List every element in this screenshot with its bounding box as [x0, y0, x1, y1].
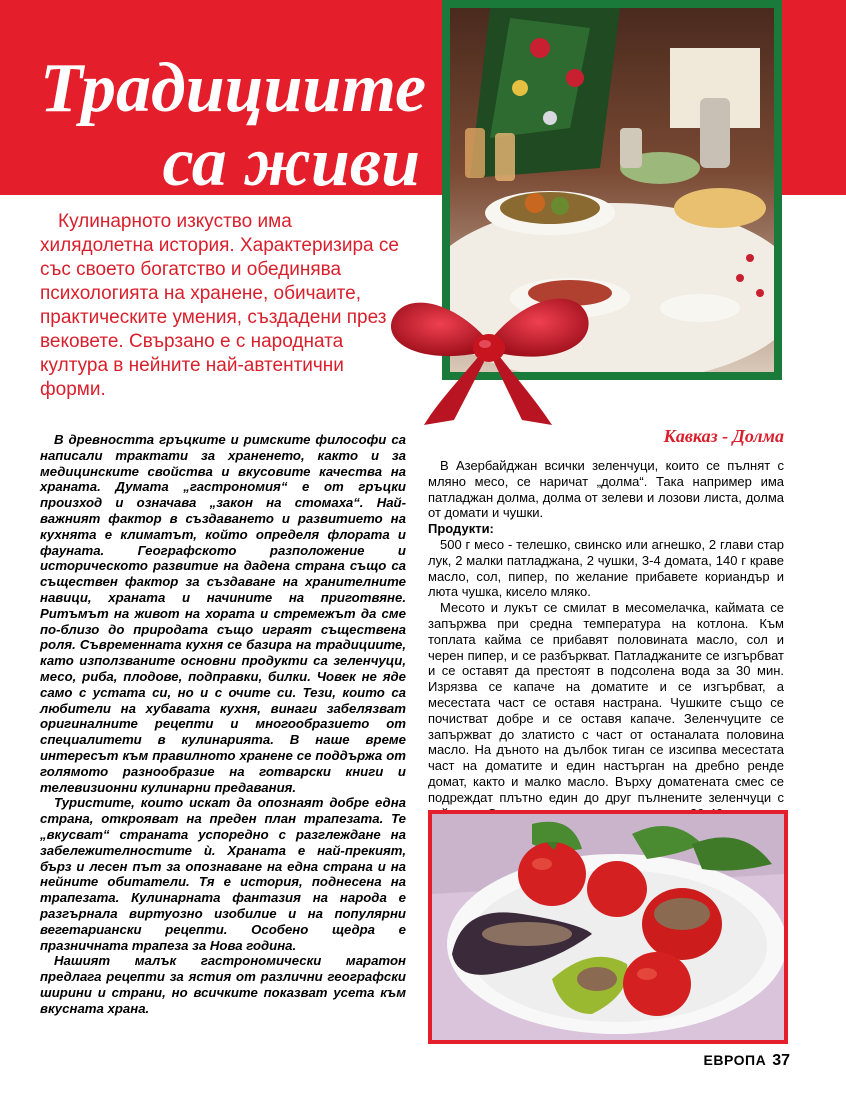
page-title: [40, 50, 427, 201]
recipe-column: [428, 458, 784, 837]
magazine-name: ЕВРОПА: [703, 1052, 767, 1068]
recipe-products-label: Продукти:: [428, 521, 494, 537]
recipe-products: 500 г месо - телешко, свинско или агнешко, 2 глави стар лук, 2 малки патладжана, 2 чушки, 3-4 домата, 140 г краве масло, сол, пипер, по желание прибавете кориандър и люта чушка, кисело мляко.: [428, 536, 784, 600]
article-paragraph-3: Нашият малък гастрономически маратон предлага рецепти за ястия от различни географски ширини и страни, но всичките показват усета към вкусната храна.: [40, 953, 406, 1016]
recipe-method: Месото и лукът се смилат в месомелачка, каймата се запържва при средна температура на котлона. Към топлата кайма се прибавят половината масло, сол и черен пипер, и се разбъркват. Патладжаните се изгърбват и се оставят да престоят в подсолена вода за 30 мин. Изрязва се капаче на доматите и се изгърбват, а месестата част се оставя настрана. Чушките също се почистват добре и се оставя капаче. Зеленчуците се запържват до златисто с част от останалата половина масло. На дъното на дълбок тиган се изсипва месестата част на доматите и един настърган на дребно ренде домат, както и малко масло. Върху доматената смес се подреждат плътно един до друг пълнените зеленчуци с: [428, 600, 784, 805]
article-paragraph-1: В древността гръцките и римските философи са написали трактати за храненето, както и за медицинските свойства и вкусовите качества на храната. Думата „гастрономия“ е от гръцки произход и означава „закон на стомаха“. Най-важният фактор в създаването и развитието на кухнята е климатът, който определя флората и фауната. Географското разположение и историческото развитие на дадена страна също са съществен фактор за създаване на хранителните навици, храната и начините на приготвяне. Ритъмът на живот на хората и стремежът да сме по-близо до природата също играят съществена роля. Съвременната кухня се базира на традициите, като използваните основни продукти са зеленчуци, месо, риба, плодове, подправки, билки. Човек не яде само с устата си, но и с очите си. Тези, които са любители на хубавата кухня, винаги забелязват оригиналните рецепти и многообразието от специалитети в кулинарията. В наше време интересът към правилното хранене се поддържа от голямото разнообразие на готварски книги и телевизионни кулинарни предавания.: [40, 432, 406, 795]
stuffed-vegetables-image: [432, 814, 784, 1040]
title-line-2: са живи: [162, 124, 420, 201]
title-line-1: Традициите: [40, 50, 427, 127]
page-number: 37: [772, 1052, 790, 1069]
recipe-intro: В Азербайджан всички зеленчуци, които се пълнят с мляно месо, се наричат „долма“. Така например има патладжан долма, долма от зелеви и лозови листа, долма от домати и чушки.: [428, 458, 784, 521]
recipe-title: Кавказ - Долма: [663, 426, 784, 446]
article-paragraph-2: Туристите, които искат да опознаят добре една страна, открояват на преден план трапезата. Те „вкусват“ страната успоредно с разглеждане на забележителностите ѝ. Храната е най-прекият, бърз и лесен път за опознаване на една страна и на нейните обитатели. Тя е история, поднесена на трапезата. Кулинарната фантазия на народа е разгърнала виртуозно изобилие и на популярни вегетариански рецепти. Особено щедра е празничната трапеза за Нова година.: [40, 795, 406, 953]
page-footer: [704, 1052, 790, 1070]
article-left-column: [40, 432, 406, 1016]
intro-text: Кулинарното изкуство има хилядолетна история. Характеризира се със своето богатство и обединява психологията на хранене, обичаите, практическите умения, създадени през вековете. Свързано е с народната култура в нейните най-автентични форми.: [40, 211, 399, 400]
dolma-photo: [428, 810, 788, 1044]
red-ribbon-bow-icon: [384, 280, 594, 430]
intro-paragraph: [40, 210, 400, 402]
